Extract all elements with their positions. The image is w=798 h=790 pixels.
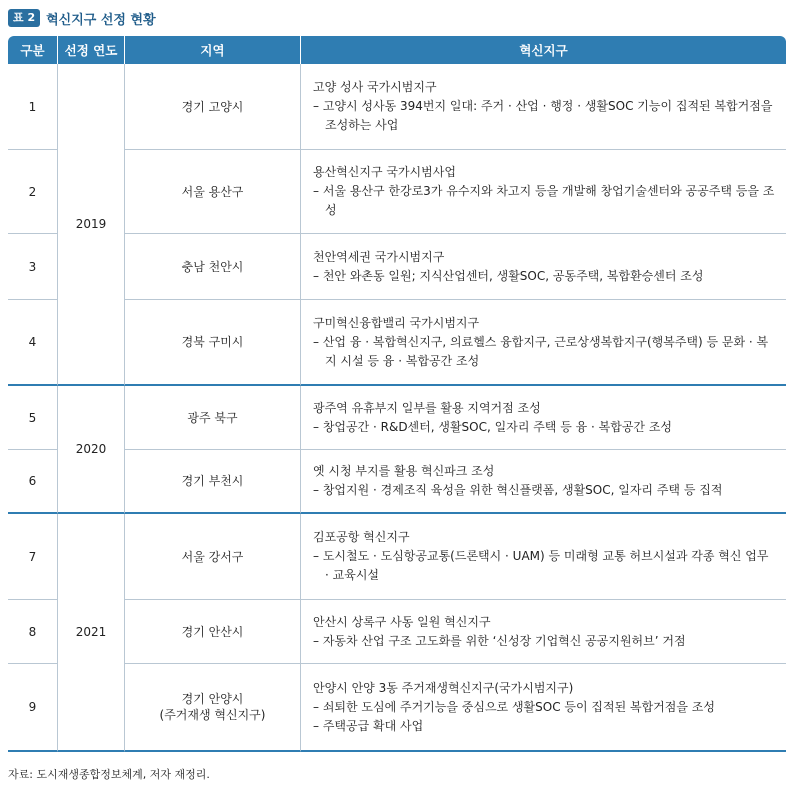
region-cell	[125, 300, 301, 386]
district-title: 용산혁신지구 국가시범사업	[313, 165, 456, 179]
table-row	[8, 386, 786, 450]
district-description: – 서울 용산구 한강로3가 유수지와 차고지 등을 개발해 창업기술센터와 공공주택 등을 조성	[313, 184, 775, 217]
row-number: 2	[8, 150, 58, 234]
year-cell: 2021	[58, 514, 125, 752]
district-description: – 주택공급 확대 사업	[313, 718, 424, 733]
detail-cell	[301, 450, 786, 514]
row-number: 6	[8, 450, 58, 514]
table-title: 혁신지구 선정 현황	[46, 12, 156, 28]
region-name: 경기 안양시	[181, 692, 244, 706]
district-description: – 창업지원 · 경제조직 육성을 위한 혁신플랫폼, 생활SOC, 일자리 주택 등 집적	[313, 483, 723, 497]
table-row	[8, 234, 786, 300]
region-name: 광주 북구	[187, 410, 238, 425]
region-name: 서울 강서구	[181, 549, 244, 564]
region-cell	[125, 664, 301, 752]
district-title: 고양 성사 국가시범지구	[313, 80, 437, 94]
table-label-badge: 표 2	[8, 9, 40, 27]
region-cell	[125, 150, 301, 234]
district-title: 옛 시청 부지를 활용 혁신파크 조성	[313, 464, 495, 478]
region-subtitle: (주거재생 혁신지구)	[159, 708, 266, 722]
header-category: 구분	[8, 36, 58, 64]
row-number: 4	[8, 300, 58, 386]
district-description: – 천안 와촌동 일원; 지식산업센터, 생활SOC, 공동주택, 복합환승센터 조성	[313, 268, 704, 283]
row-number: 3	[8, 234, 58, 300]
district-title: 김포공항 혁신지구	[313, 530, 410, 544]
district-title: 천안역세권 국가시범지구	[313, 249, 445, 264]
district-title: 구미혁신융합밸리 국가시범지구	[313, 315, 480, 330]
source-note: 자료: 도시재생종합정보체계, 저자 재정리.	[8, 768, 210, 781]
district-description: – 고양시 성사동 394번지 일대: 주거 · 산업 · 행정 · 생활SOC 기능이 집적된 복합거점을 조성하는 사업	[313, 99, 773, 132]
region-cell	[125, 514, 301, 600]
district-title: 안산시 상록구 사동 일원 혁신지구	[313, 614, 491, 629]
detail-cell	[301, 300, 786, 386]
row-number: 5	[8, 386, 58, 450]
year-cell: 2020	[58, 386, 125, 514]
year-cell: 2019	[58, 64, 125, 386]
innovation-district-table	[8, 36, 786, 752]
table-caption	[8, 8, 156, 28]
detail-cell	[301, 664, 786, 752]
detail-cell	[301, 386, 786, 450]
region-name: 서울 용산구	[181, 184, 244, 199]
row-number: 7	[8, 514, 58, 600]
region-name: 경기 고양시	[181, 99, 244, 114]
detail-cell	[301, 600, 786, 664]
region-cell	[125, 386, 301, 450]
region-cell	[125, 600, 301, 664]
table-row	[8, 600, 786, 664]
table-row	[8, 300, 786, 386]
detail-cell	[301, 150, 786, 234]
table-row	[8, 150, 786, 234]
header-district: 혁신지구	[301, 36, 786, 64]
district-description: – 창업공간 · R&D센터, 생활SOC, 일자리 주택 등 융 · 복합공간 조성	[313, 419, 673, 434]
header-row	[8, 36, 786, 64]
table-row	[8, 514, 786, 600]
district-description: – 자동차 산업 구조 고도화를 위한 ‘신성장 기업혁신 공공지원허브’ 거점	[313, 633, 686, 648]
district-title: 광주역 유휴부지 일부를 활용 지역거점 조성	[313, 400, 541, 415]
district-description: – 쇠퇴한 도심에 주거기능을 중심으로 생활SOC 등이 집적된 복합거점을 조성	[313, 699, 715, 714]
region-name: 경북 구미시	[181, 335, 244, 349]
table-row	[8, 64, 786, 150]
row-number: 1	[8, 64, 58, 150]
header-year: 선정 연도	[58, 36, 125, 64]
region-cell	[125, 64, 301, 150]
region-name: 경기 부천시	[181, 474, 244, 488]
region-cell	[125, 450, 301, 514]
region-name: 경기 안산시	[181, 624, 244, 639]
district-title: 안양시 안양 3동 주거재생혁신지구(국가시범지구)	[313, 680, 574, 695]
district-description: – 도시철도 · 도심항공교통(드론택시 · UAM) 등 미래형 교통 허브시설과 각종 혁신 업무 · 교육시설	[313, 549, 769, 582]
detail-cell	[301, 64, 786, 150]
header-region: 지역	[125, 36, 301, 64]
table-row	[8, 664, 786, 752]
row-number: 8	[8, 600, 58, 664]
district-description: – 산업 융 · 복합혁신지구, 의료헬스 융합지구, 근로상생복합지구(행복주택) 등 문화 · 복지 시설 등 융 · 복합공간 조성	[313, 334, 769, 368]
row-number: 9	[8, 664, 58, 752]
region-name: 충남 천안시	[181, 259, 244, 274]
detail-cell	[301, 234, 786, 300]
table-row	[8, 450, 786, 514]
detail-cell	[301, 514, 786, 600]
region-cell	[125, 234, 301, 300]
